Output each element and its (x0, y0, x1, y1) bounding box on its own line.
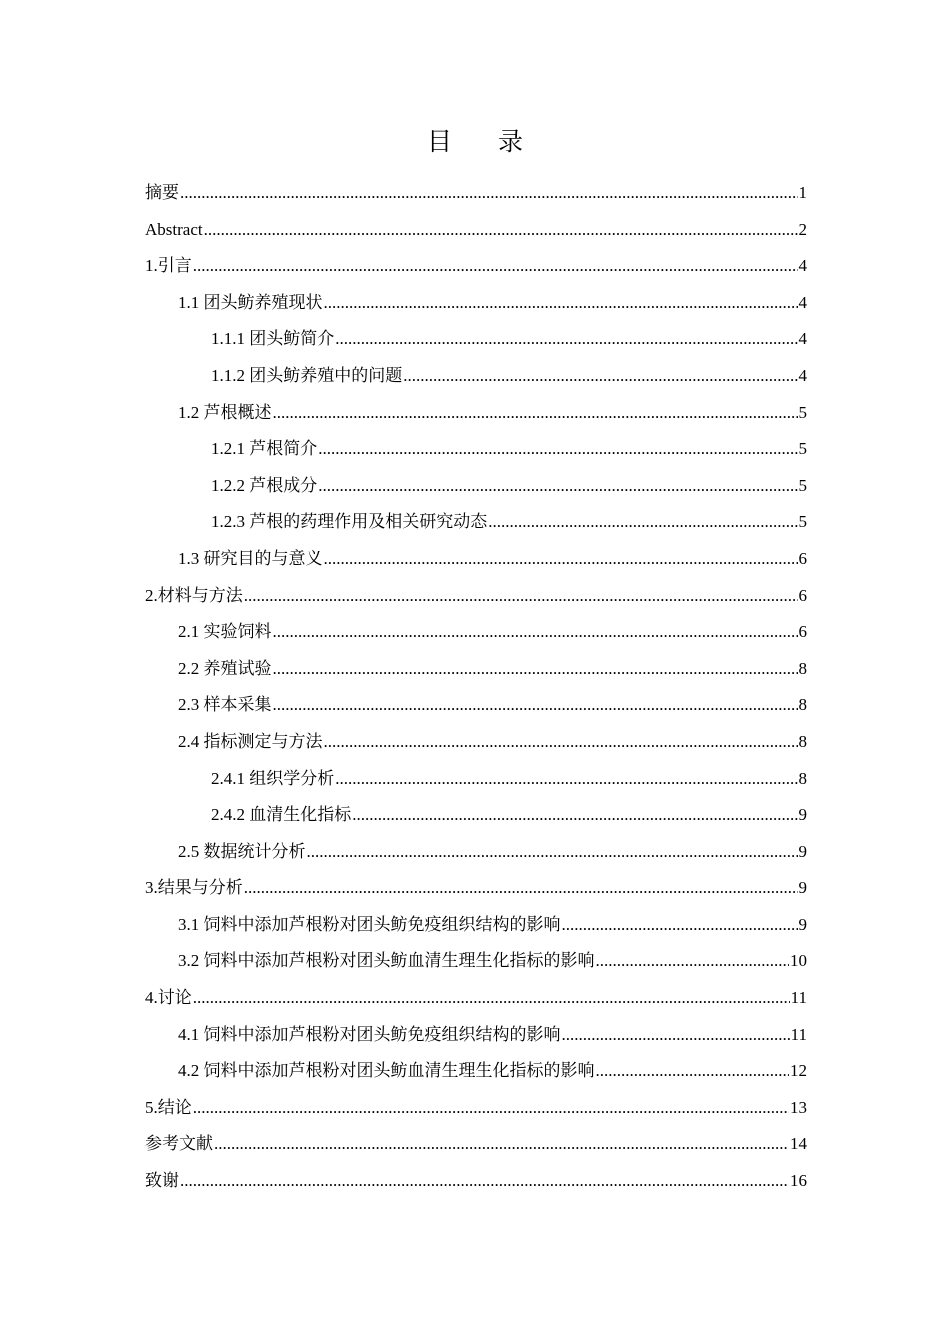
dot-leader (596, 1053, 790, 1090)
toc-entry-title: 1.2.3 芦根的药理作用及相关研究动态 (211, 512, 488, 532)
toc-entry-title: 摘要 (145, 183, 179, 202)
toc-entry[interactable] (145, 1017, 807, 1054)
dot-leader (204, 212, 798, 249)
toc-entry[interactable] (145, 761, 807, 798)
dot-leader (335, 761, 797, 798)
toc-page-number: 1 (798, 183, 807, 202)
toc-entry-title: 4.1 饲料中添加芦根粉对团头鲂免疫组织结构的影响 (178, 1024, 561, 1044)
title-char-left: 目 (426, 127, 452, 156)
toc-page-number: 9 (798, 914, 807, 934)
toc-entry[interactable] (145, 724, 807, 761)
toc-entry[interactable] (145, 175, 807, 212)
toc-entry[interactable] (145, 248, 807, 285)
toc-page-number: 5 (798, 439, 807, 459)
toc-page-number: 14 (790, 1134, 807, 1154)
title-char-right: 录 (498, 127, 524, 156)
toc-page-number: 4 (798, 365, 807, 385)
dot-leader (318, 431, 797, 468)
dot-leader (318, 468, 797, 505)
toc-page-number: 4 (798, 256, 807, 276)
toc-entry-title: 1.1 团头鲂养殖现状 (178, 292, 323, 312)
toc-entry-title: 3.2 饲料中添加芦根粉对团头鲂血清生理生化指标的影响 (178, 951, 595, 971)
dot-leader (193, 248, 798, 285)
page-title (0, 122, 950, 162)
dot-leader (562, 1017, 790, 1054)
toc-page-number: 9 (798, 805, 807, 825)
dot-leader (273, 395, 798, 432)
toc-entry[interactable] (145, 504, 807, 541)
dot-leader (193, 980, 790, 1017)
toc-entry-title: 参考文献 (145, 1134, 213, 1154)
toc-entry-title: 1.2.1 芦根简介 (211, 439, 318, 459)
toc-page-number: 8 (798, 658, 807, 678)
toc-page-number: 4 (798, 292, 807, 312)
dot-leader (273, 614, 798, 651)
toc-entry-title: 1.2.2 芦根成分 (211, 475, 318, 495)
toc-entry[interactable] (145, 797, 807, 834)
dot-leader (324, 724, 798, 761)
toc-page-number: 6 (798, 548, 807, 568)
dot-leader (488, 504, 797, 541)
dot-leader (244, 578, 798, 615)
toc-entry-title: 4.2 饲料中添加芦根粉对团头鲂血清生理生化指标的影响 (178, 1061, 595, 1081)
toc-entry[interactable] (145, 431, 807, 468)
toc-page-number: 16 (790, 1171, 807, 1191)
toc-entry[interactable] (145, 1126, 807, 1163)
toc-page-number: 12 (790, 1061, 807, 1081)
toc-page-number: 9 (798, 841, 807, 861)
toc-entry-title: 2.5 数据统计分析 (178, 841, 306, 861)
dot-leader (180, 1163, 789, 1200)
dot-leader (214, 1126, 789, 1163)
toc-entry[interactable] (145, 943, 807, 980)
toc-entry[interactable] (145, 468, 807, 505)
toc-entry[interactable] (145, 285, 807, 322)
toc-entry-title: 1.2 芦根概述 (178, 402, 272, 422)
toc-entry[interactable] (145, 212, 807, 249)
toc-entry[interactable] (145, 321, 807, 358)
toc-page-number: 8 (798, 768, 807, 788)
toc-entry-title: 2.3 样本采集 (178, 695, 272, 715)
dot-leader (324, 541, 798, 578)
toc-entry[interactable] (145, 870, 807, 907)
toc-page-number: 11 (790, 1024, 807, 1044)
dot-leader (307, 834, 798, 871)
toc-entry-title: 2.4.1 组织学分析 (211, 768, 335, 788)
toc-entry[interactable] (145, 651, 807, 688)
toc-page-number: 5 (798, 512, 807, 532)
toc-entry[interactable] (145, 1090, 807, 1127)
toc-page-number: 5 (798, 475, 807, 495)
toc-entry-title: Abstract (145, 219, 203, 239)
toc-entry-title: 1.1.1 团头鲂简介 (211, 329, 335, 349)
dot-leader (352, 797, 797, 834)
toc-page-number: 9 (798, 878, 807, 898)
toc-page-number: 10 (790, 951, 807, 971)
toc-entry[interactable] (145, 1053, 807, 1090)
toc-entry[interactable] (145, 980, 807, 1017)
toc-entry-title: 2.4 指标测定与方法 (178, 731, 323, 751)
toc-entry-title: 1.引言 (145, 256, 192, 276)
toc-entry-title: 5.结论 (145, 1097, 192, 1117)
toc-page-number: 4 (798, 329, 807, 349)
toc-page-number: 8 (798, 731, 807, 751)
toc-entry-title: 致谢 (145, 1171, 179, 1191)
toc-entry[interactable] (145, 614, 807, 651)
dot-leader (596, 943, 790, 980)
toc-entry[interactable] (145, 541, 807, 578)
dot-leader (193, 1090, 789, 1127)
dot-leader (324, 285, 798, 322)
dot-leader (244, 870, 798, 907)
toc-page-number: 13 (790, 1097, 807, 1117)
toc-entry-title: 3.1 饲料中添加芦根粉对团头鲂免疫组织结构的影响 (178, 914, 561, 934)
toc-entry-title: 2.材料与方法 (145, 585, 243, 605)
toc-entry[interactable] (145, 834, 807, 871)
toc-page-number: 11 (790, 988, 807, 1008)
dot-leader (180, 175, 798, 212)
toc-page-number: 5 (798, 402, 807, 422)
toc-entry-title: 2.1 实验饲料 (178, 622, 272, 642)
toc-entry-title: 1.3 研究目的与意义 (178, 548, 323, 568)
toc-entry-title: 1.1.2 团头鲂养殖中的问题 (211, 365, 403, 385)
table-of-contents (145, 175, 807, 1200)
toc-entry-title: 3.结果与分析 (145, 878, 243, 898)
dot-leader (273, 651, 798, 688)
toc-page-number: 6 (798, 585, 807, 605)
toc-entry[interactable] (145, 395, 807, 432)
toc-entry-title: 2.4.2 血清生化指标 (211, 805, 352, 825)
toc-page-number: 6 (798, 622, 807, 642)
toc-entry[interactable] (145, 1163, 807, 1200)
toc-page-number: 8 (798, 695, 807, 715)
toc-page-number: 2 (798, 219, 807, 239)
toc-entry-title: 2.2 养殖试验 (178, 658, 272, 678)
dot-leader (403, 358, 797, 395)
toc-entry[interactable] (145, 578, 807, 615)
toc-entry[interactable] (145, 687, 807, 724)
toc-entry[interactable] (145, 907, 807, 944)
toc-entry[interactable] (145, 358, 807, 395)
dot-leader (562, 907, 798, 944)
dot-leader (335, 321, 797, 358)
dot-leader (273, 687, 798, 724)
toc-entry-title: 4.讨论 (145, 988, 192, 1008)
